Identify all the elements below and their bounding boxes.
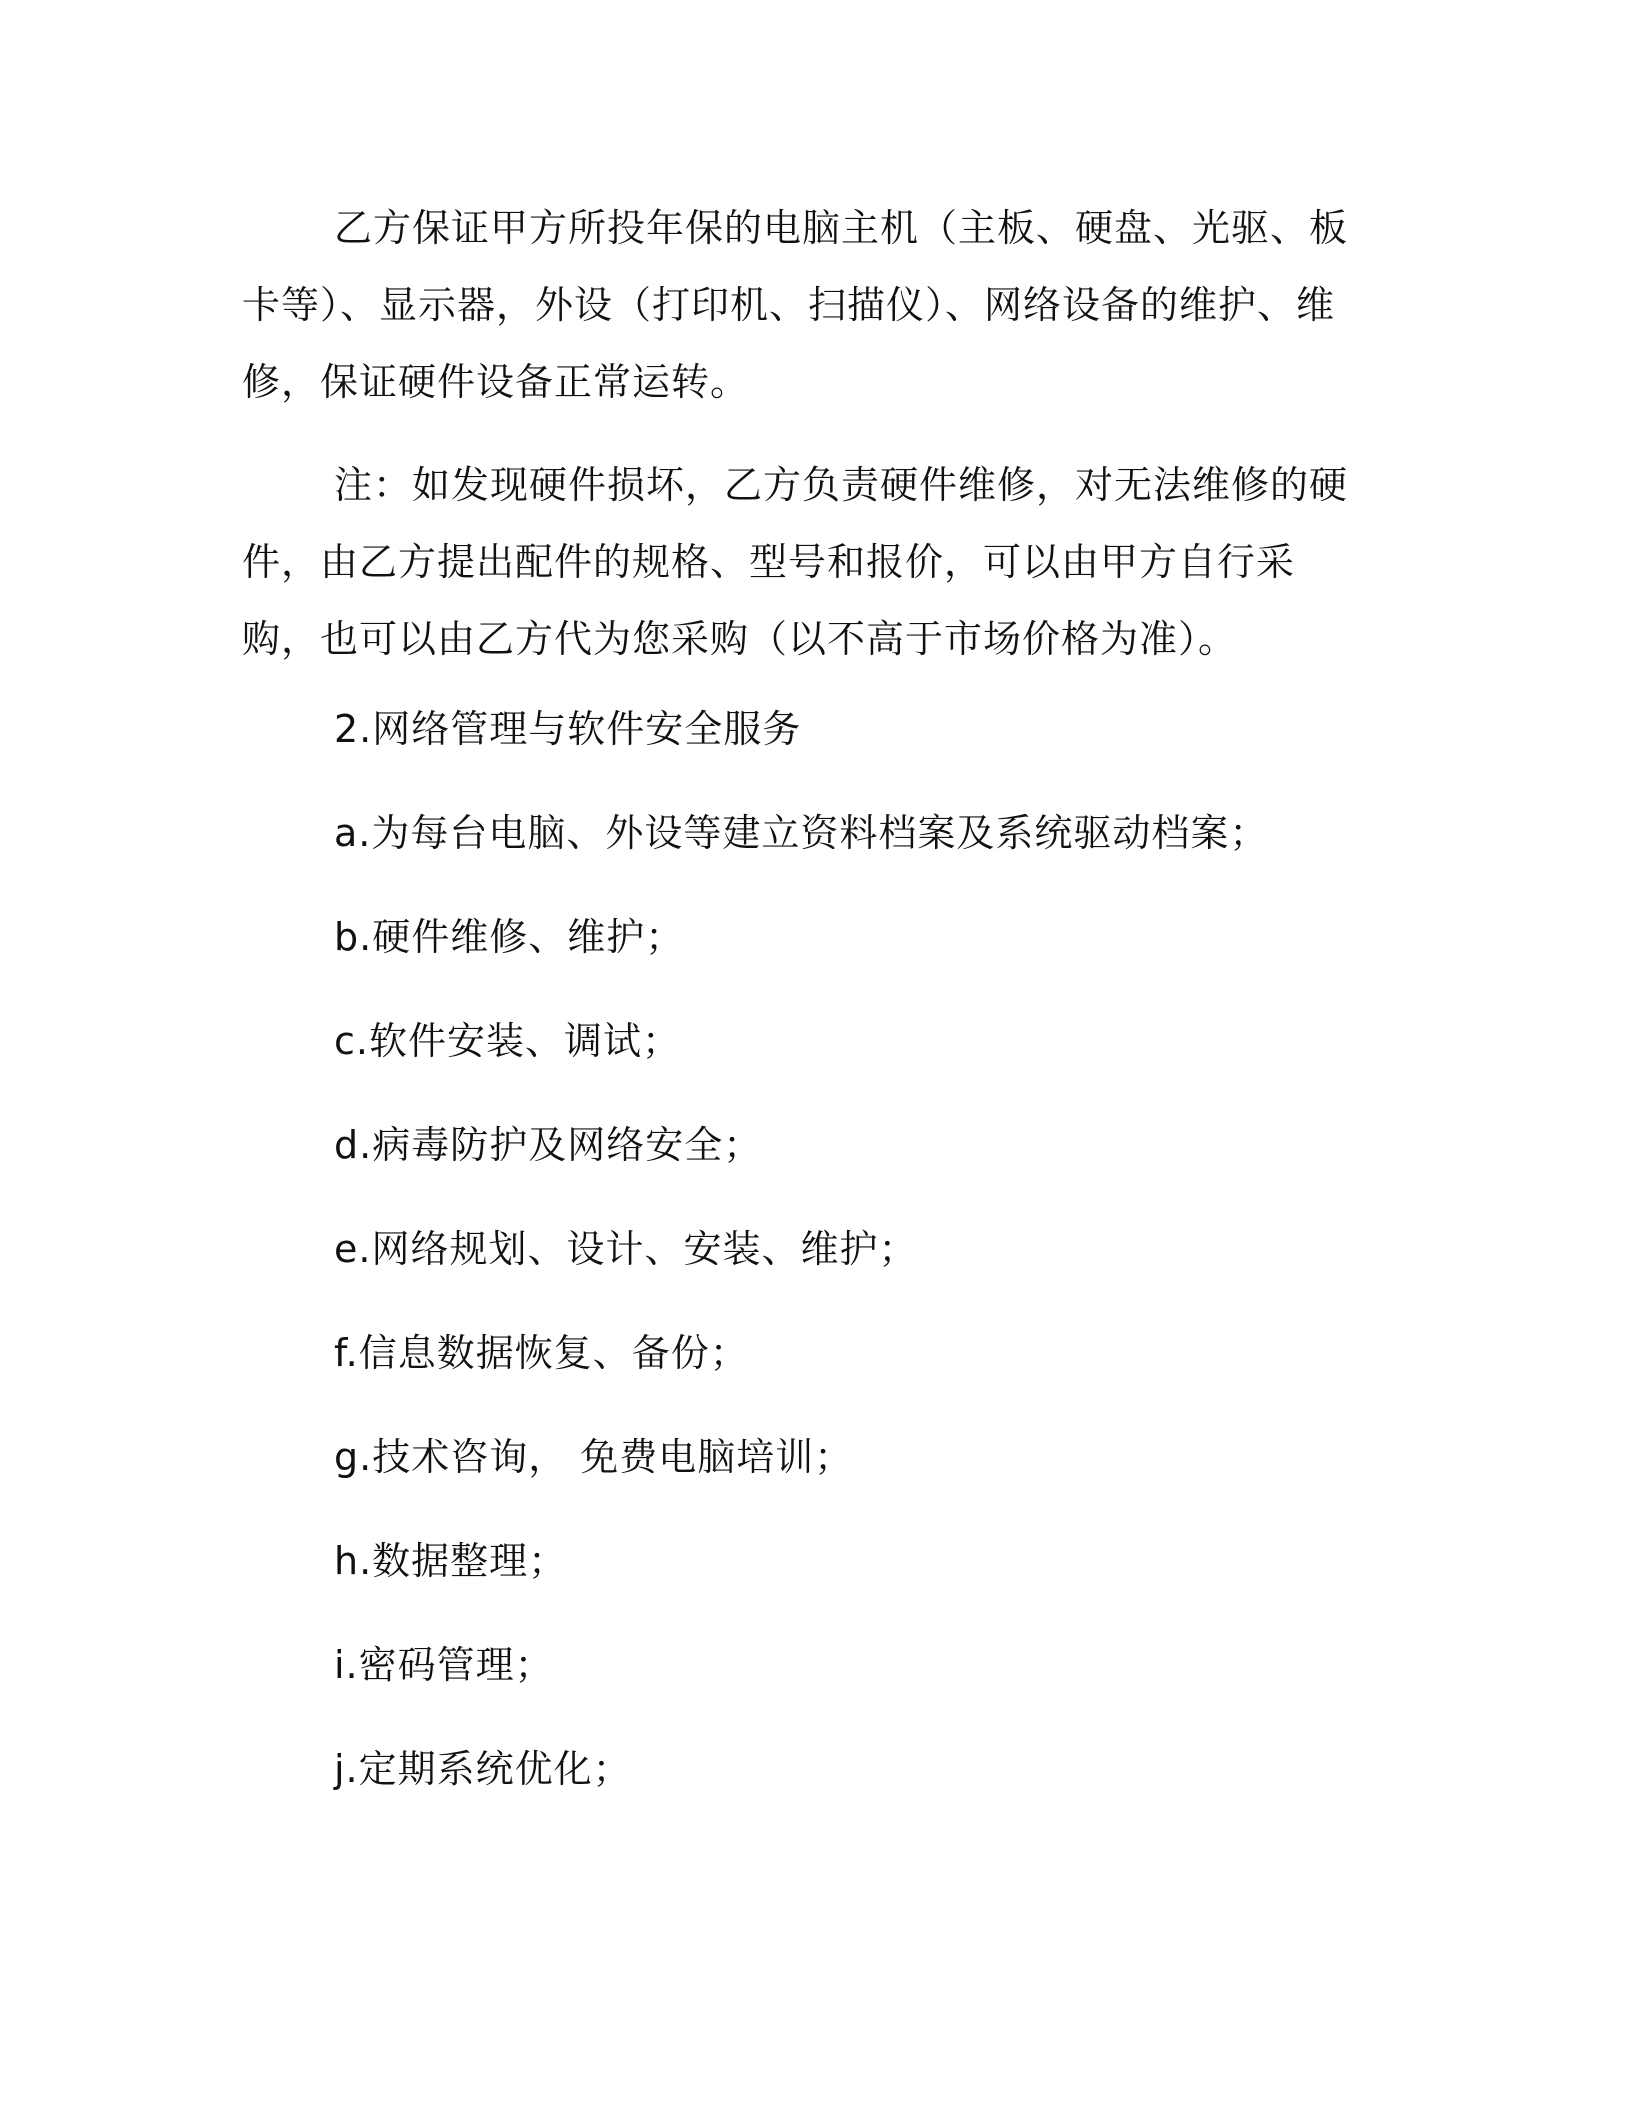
- document-body: [242, 190, 1366, 1848]
- list-item: f.信息数据恢复、备份；: [334, 1331, 749, 1375]
- list-item: d.病毒防护及网络安全；: [334, 1123, 763, 1167]
- list-item: j.定期系统优化；: [334, 1747, 632, 1791]
- list-item: b.硬件维修、维护；: [334, 915, 685, 959]
- paragraph-warranty: 乙方保证甲方所投年保的电脑主机（主板、硬盘、光驱、板卡等）、显示器，外设（打印机、扫描仪）、网络设备的维护、维修，保证硬件设备正常运转。: [242, 206, 1349, 404]
- list-item: i.密码管理；: [334, 1643, 554, 1687]
- list-item: h.数据整理；: [334, 1539, 568, 1583]
- section-heading: 2.网络管理与软件安全服务: [334, 707, 802, 751]
- list-item: e.网络规划、设计、安装、维护；: [334, 1227, 918, 1271]
- list-item: g.技术咨询， 免费电脑培训；: [334, 1435, 854, 1479]
- list-item: a.为每台电脑、外设等建立资料档案及系统驱动档案；: [334, 811, 1269, 855]
- paragraph-note: 注：如发现硬件损坏，乙方负责硬件维修，对无法维修的硬件，由乙方提出配件的规格、型号和报价，可以由甲方自行采购，也可以由乙方代为您采购（以不高于市场价格为准）。: [242, 463, 1349, 661]
- list-item: c.软件安装、调试；: [334, 1019, 681, 1063]
